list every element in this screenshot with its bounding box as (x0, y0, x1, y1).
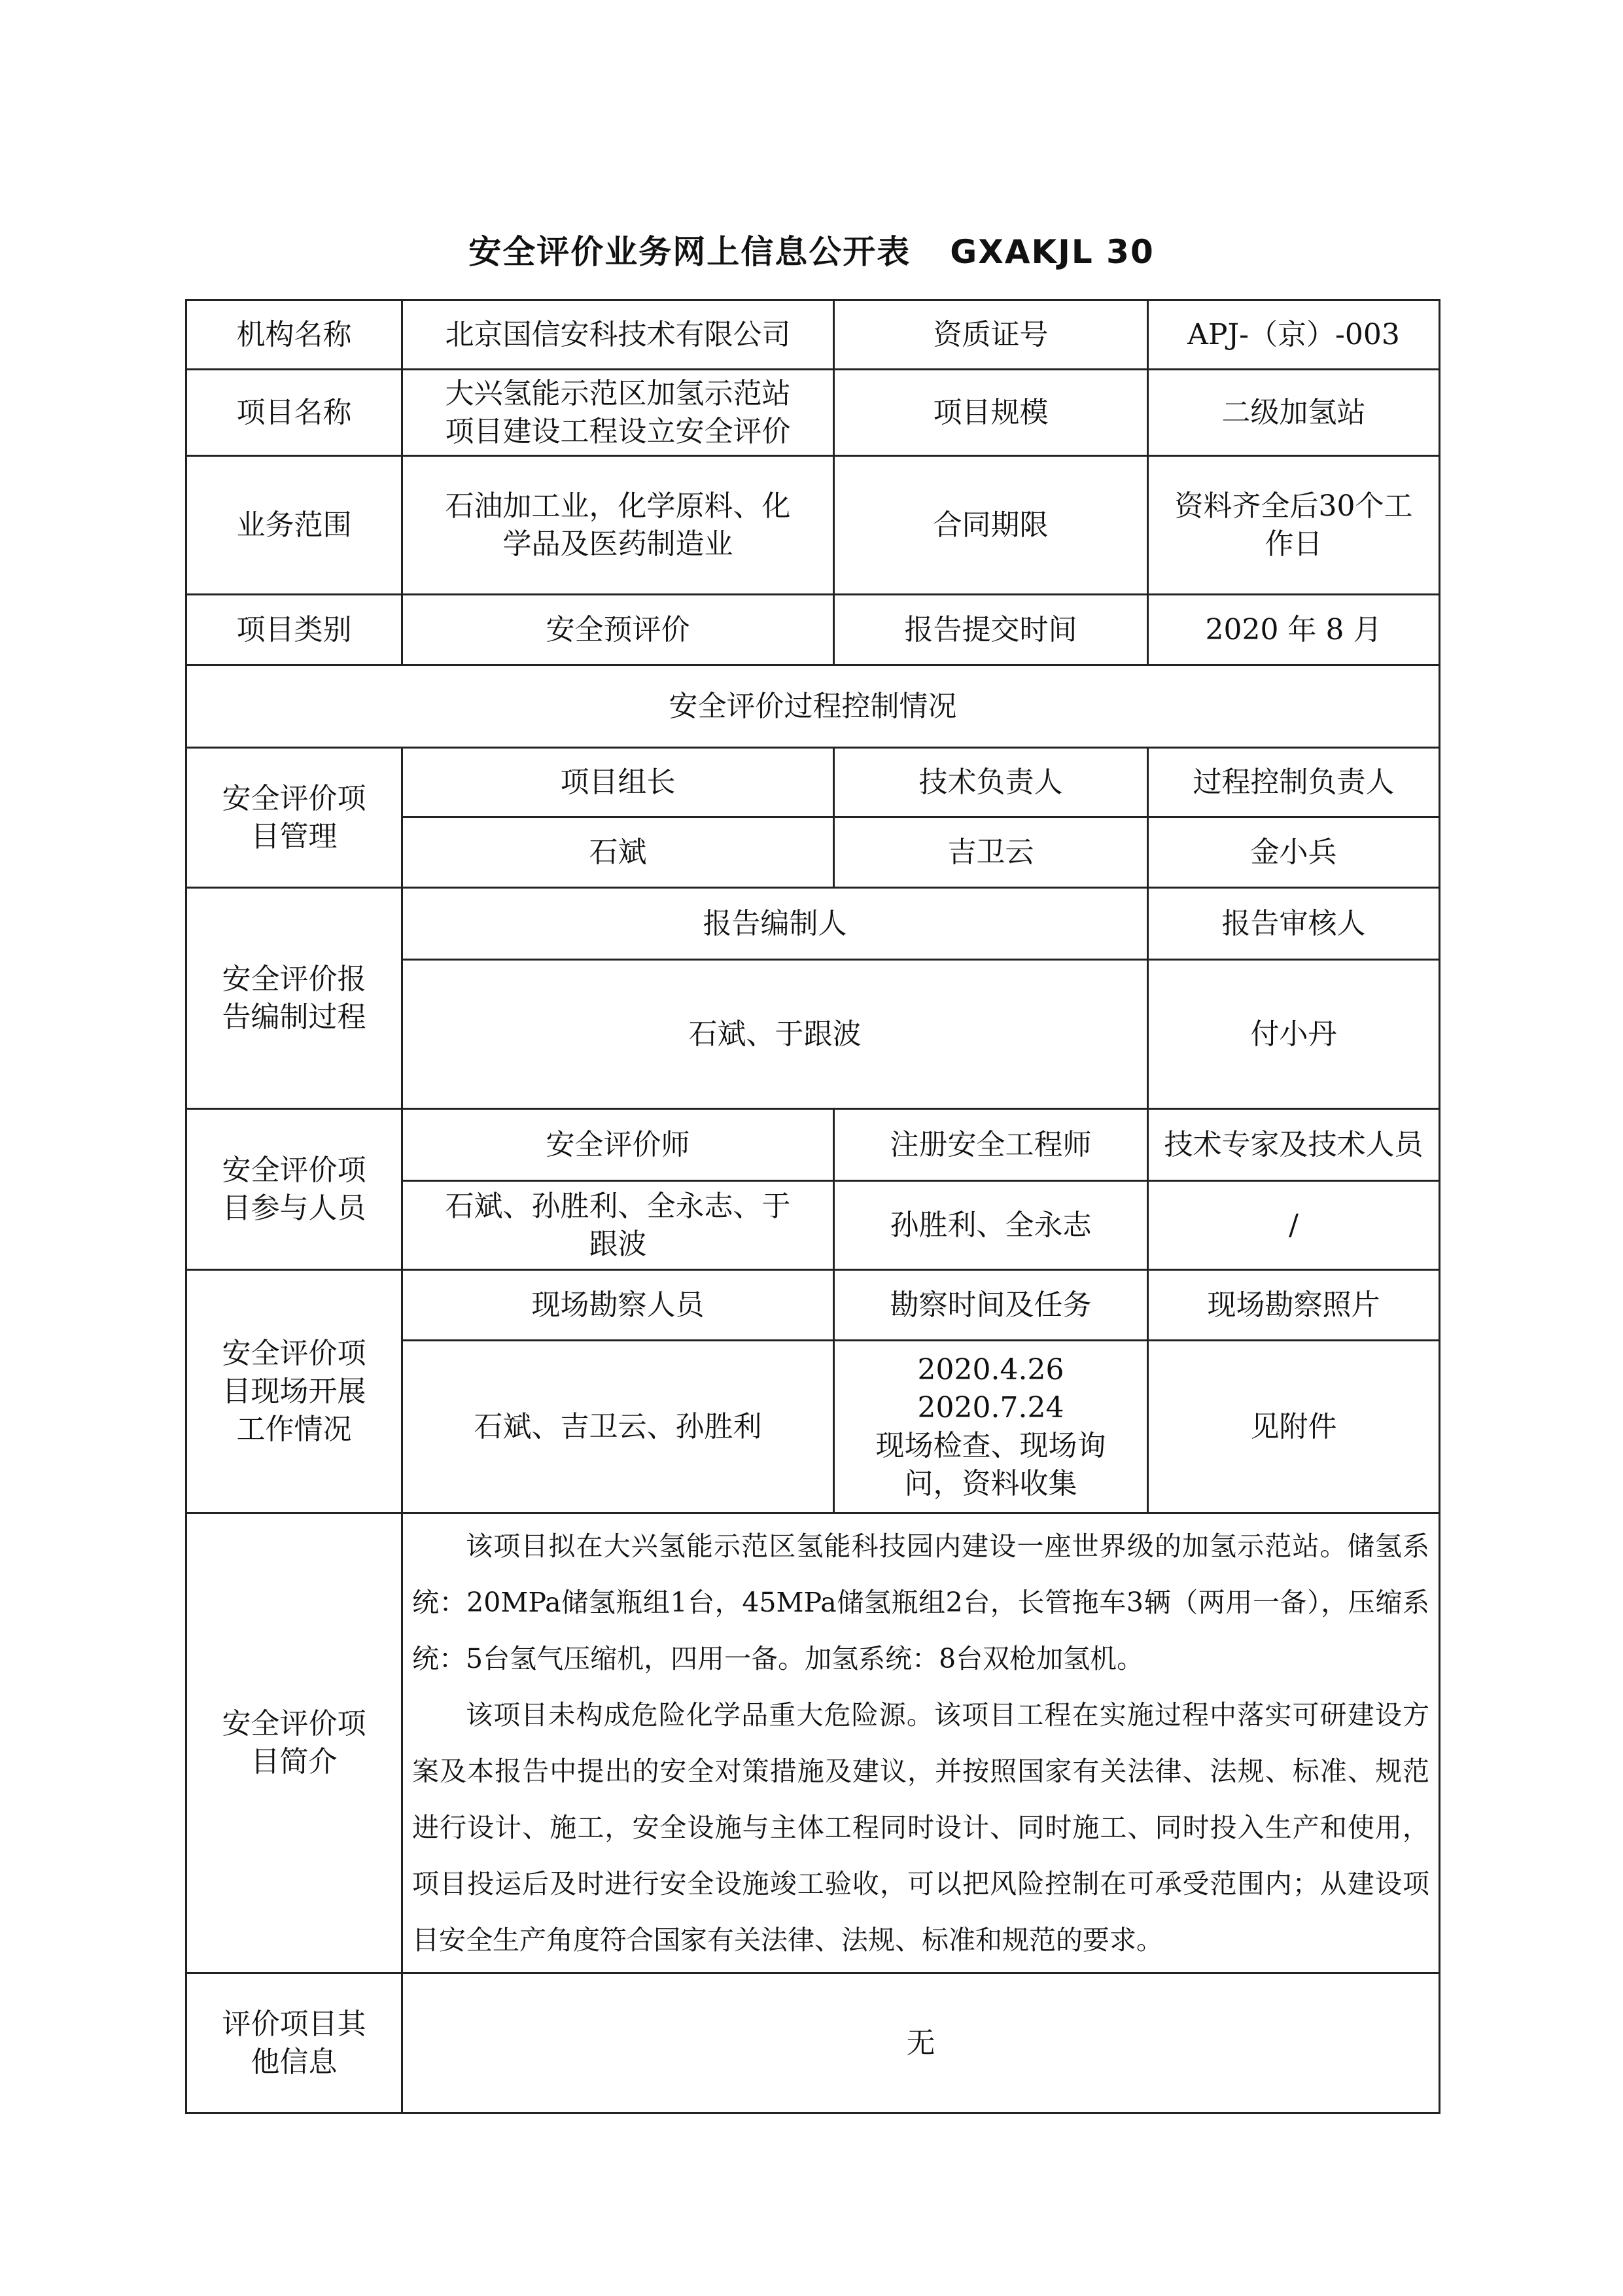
project-name-value (402, 370, 834, 456)
contract-line-2: 作日 (1265, 527, 1323, 561)
contract-line-1: 资料齐全后30个工 (1174, 489, 1413, 523)
site-time-label: 勘察时间及任务 (834, 1270, 1148, 1341)
site-photo-label: 现场勘察照片 (1148, 1270, 1440, 1341)
management-label (186, 748, 402, 888)
evaluator-line-1: 石斌、孙胜利、全永志、于 (445, 1189, 791, 1223)
row-org (186, 300, 1440, 370)
row-category (186, 595, 1440, 665)
row-report-head (186, 888, 1440, 960)
site-label (186, 1270, 402, 1513)
other-value: 无 (402, 1973, 1440, 2113)
submit-label: 报告提交时间 (834, 595, 1148, 665)
summary-text (402, 1513, 1440, 1973)
contract-value (1148, 456, 1440, 595)
row-project-name (186, 370, 1440, 456)
evaluator-value (402, 1181, 834, 1270)
reviewer-label: 报告审核人 (1148, 888, 1440, 960)
tech-lead-value: 吉卫云 (834, 817, 1148, 888)
report-label-line-2: 告编制过程 (222, 1000, 366, 1034)
title-code: GXAKJL 30 (950, 233, 1155, 271)
process-header: 安全评价过程控制情况 (186, 665, 1440, 748)
reviewer-value: 付小丹 (1148, 960, 1440, 1109)
row-other (186, 1973, 1440, 2113)
evaluator-label: 安全评价师 (402, 1109, 834, 1181)
leader-label: 项目组长 (402, 748, 834, 817)
leader-value: 石斌 (402, 817, 834, 888)
author-label: 报告编制人 (402, 888, 1148, 960)
tech-lead-label: 技术负责人 (834, 748, 1148, 817)
row-management-head (186, 748, 1440, 817)
document-title (0, 226, 1623, 273)
participants-label-line-1: 安全评价项 (222, 1153, 366, 1187)
project-name-line-2: 项目建设工程设立安全评价 (445, 414, 791, 448)
org-value: 北京国信安科技术有限公司 (402, 300, 834, 370)
submit-value: 2020 年 8 月 (1148, 595, 1440, 665)
other-label (186, 1973, 402, 2113)
summary-label-line-2: 目简介 (251, 1745, 338, 1778)
site-time-line-1: 2020.4.26 (917, 1352, 1064, 1386)
summary-paragraph-2: 该项目未构成危险化学品重大危险源。该项目工程在实施过程中落实可研建设方案及本报告中提出的安全对策措施及建议，并按照国家有关法律、法规、标准、规范进行设计、施工，安全设施与主体工程同时设计、同时施工、同时投入生产和使用，项目投运后及时进行安全设施竣工验收，可以把风险控制在可承受范围内；从建设项目安全生产角度符合国家有关法律、法规、标准和规范的要求。 (412, 1699, 1429, 1956)
summary-label (186, 1513, 402, 1973)
control-lead-label: 过程控制负责人 (1148, 748, 1440, 817)
contract-label: 合同期限 (834, 456, 1148, 595)
site-time-line-3: 现场检查、现场询 (875, 1428, 1106, 1462)
scope-line-1: 石油加工业，化学原料、化 (445, 489, 791, 523)
expert-value: / (1148, 1181, 1440, 1270)
author-value: 石斌、于跟波 (402, 960, 1148, 1109)
scope-line-2: 学品及医药制造业 (502, 527, 733, 561)
category-value: 安全预评价 (402, 595, 834, 665)
management-label-line-2: 目管理 (251, 819, 338, 853)
row-participants-head (186, 1109, 1440, 1181)
site-label-line-3: 工作情况 (236, 1412, 352, 1446)
project-name-line-1: 大兴氢能示范区加氢示范站 (445, 376, 791, 410)
engineer-label: 注册安全工程师 (834, 1109, 1148, 1181)
expert-label: 技术专家及技术人员 (1148, 1109, 1440, 1181)
scale-value: 二级加氢站 (1148, 370, 1440, 456)
report-label-line-1: 安全评价报 (222, 962, 366, 996)
row-scope (186, 456, 1440, 595)
title-main: 安全评价业务网上信息公开表 (468, 233, 911, 271)
site-staff-label: 现场勘察人员 (402, 1270, 834, 1341)
org-label: 机构名称 (186, 300, 402, 370)
scope-value (402, 456, 834, 595)
cert-label: 资质证号 (834, 300, 1148, 370)
other-label-line-2: 他信息 (251, 2045, 338, 2079)
evaluator-line-2: 跟波 (589, 1227, 647, 1261)
site-label-line-2: 目现场开展 (222, 1374, 366, 1408)
site-staff-value: 石斌、吉卫云、孙胜利 (402, 1341, 834, 1513)
engineer-value: 孙胜利、全永志 (834, 1181, 1148, 1270)
site-time-line-2: 2020.7.24 (917, 1390, 1064, 1424)
row-summary (186, 1513, 1440, 1973)
site-label-line-1: 安全评价项 (222, 1336, 366, 1370)
site-time-line-4: 问，资料收集 (904, 1466, 1077, 1500)
category-label: 项目类别 (186, 595, 402, 665)
scope-label: 业务范围 (186, 456, 402, 595)
other-label-line-1: 评价项目其 (222, 2007, 366, 2041)
project-name-label: 项目名称 (186, 370, 402, 456)
site-time-value (834, 1341, 1148, 1513)
participants-label-line-2: 目参与人员 (222, 1191, 366, 1225)
cert-value: APJ-（京）-003 (1148, 300, 1440, 370)
management-label-line-1: 安全评价项 (222, 781, 366, 815)
summary-label-line-1: 安全评价项 (222, 1707, 366, 1740)
summary-paragraph-1: 该项目拟在大兴氢能示范区氢能科技园内建设一座世界级的加氢示范站。储氢系统：20MPa储氢瓶组1台，45MPa储氢瓶组2台，长管拖车3辆（两用一备），压缩系统：5台氢气压缩机，四用一备。加氢系统：8台双枪加氢机。 (412, 1530, 1429, 1674)
scale-label: 项目规模 (834, 370, 1148, 456)
row-site-head (186, 1270, 1440, 1341)
report-label (186, 888, 402, 1109)
row-process-header (186, 665, 1440, 748)
participants-label (186, 1109, 402, 1270)
site-photo-value: 见附件 (1148, 1341, 1440, 1513)
control-lead-value: 金小兵 (1148, 817, 1440, 888)
info-table (185, 299, 1440, 2114)
